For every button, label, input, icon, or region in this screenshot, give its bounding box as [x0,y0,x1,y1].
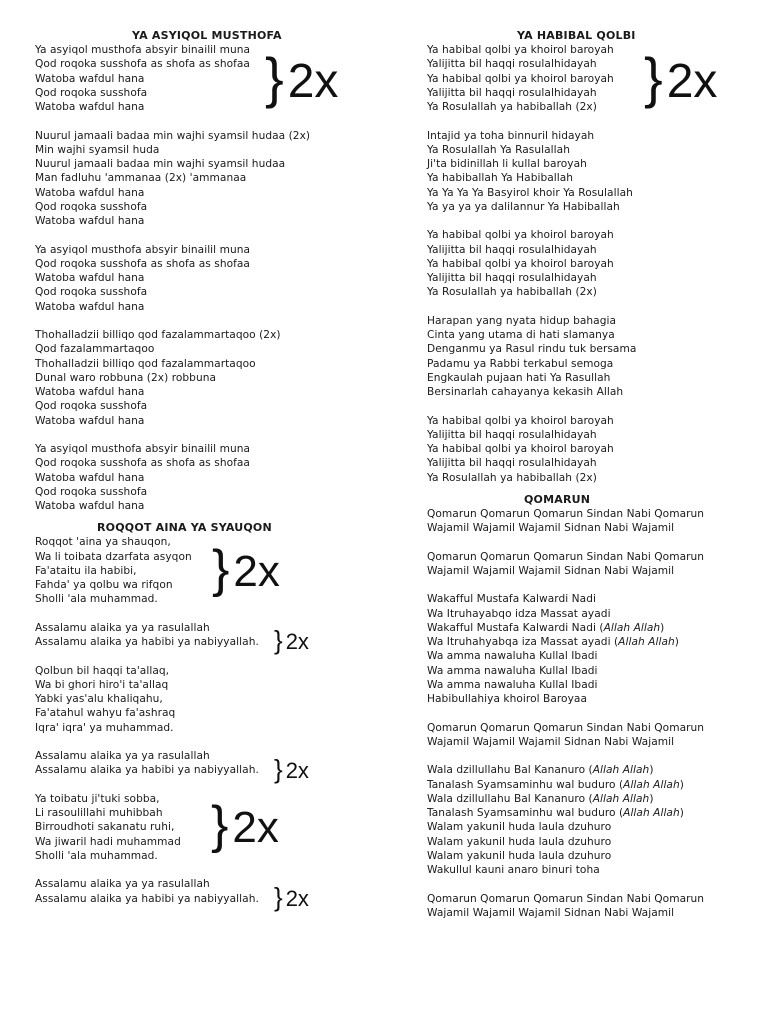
lyric-line [427,635,757,649]
lyric-line: Man fadluhu 'ammanaa (2x) 'ammanaa [35,172,247,185]
repeat-marker [265,48,338,112]
lyric-line: Wa amma nawaluha Kullal Ibadi [427,650,598,663]
lyric-line: Qod roqoka susshofa [35,485,148,498]
lyric-line: Wa Itruhayabqo idza Massat ayadi [427,607,611,620]
lyric-line [427,792,757,806]
lyric-line: Ya asyiqol musthofa absyir binailil muna [35,243,251,256]
brace-symbol: } [212,540,230,598]
lyric-italic: Allah Allah [623,807,680,819]
brace-symbol: } [274,882,283,912]
lyric-line: Assalamu alaika ya ya rasulallah [35,750,210,762]
lyric-line: Roqqot 'aina ya shauqon, [35,536,171,549]
repeat-marker [644,48,717,112]
lyric-line: Yabki yas'alu khaliqahu, [35,693,163,705]
lyric-line: Fa'ataitu ila habibi, [35,564,137,577]
lyric-line: Thohalladzii billiqo qod fazalammartaqoo [35,357,256,370]
lyric-line: Yalijitta bil haqqi rosulalhidayah [427,243,597,256]
lyric-line: Assalamu alaika ya habibi ya nabiyyallah. [35,764,259,777]
lyric-line: Li rasoulillahi muhibbah [35,807,163,819]
lyrics-roqqot-aina [35,535,365,906]
lyric-line: Watoba wafdul hana [35,471,145,484]
lyric-line: Assalamu alaika ya habibi ya nabiyyallah. [35,636,259,648]
lyric-line: Fa'atahul wahyu fa'ashraq [35,707,176,720]
lyric-line: Ya habiballah Ya Habiballah [427,172,574,185]
lyric-line: Assalamu alaika ya ya rasulallah [35,878,210,891]
lyric-line: Walam yakunil huda laula dzuhuro [427,849,612,862]
lyric-line: Yalijitta bil haqqi rosulalhidayah [427,428,597,441]
lyric-line: Watoba wafdul hana [35,186,145,199]
song-title-qomarun: QOMARUN [524,492,591,506]
lyric-line: Ya Rosulallah Ya Rasulallah [427,143,570,156]
lyric-line: Ya habibal qolbi ya khoirol baroyah [427,44,614,56]
lyric-line: Wa li toibata dzarfata asyqon [35,550,192,563]
lyric-line: Qomarun Qomarun Qomarun Sindan Nabi Qomarun [427,507,705,520]
lyric-line: Padamu ya Rabbi terkabul semoga [427,357,614,370]
left-column [35,29,365,906]
lyric-line: Ya Ya Ya Ya Basyirol khoir Ya Rosulallah [427,186,633,199]
repeat-label: 2x [285,886,309,911]
lyric-close-paren: ) [679,778,684,791]
lyric-line: Wa amma nawaluha Kullal Ibadi [427,678,598,691]
lyric-line: Qod roqoka susshofa [35,86,148,99]
lyric-text: Wala dzillullahu Bal Kananuro ( [427,764,593,777]
lyric-close-paren: ) [674,636,679,648]
repeat-marker [212,540,280,601]
brace-symbol: } [211,796,229,854]
lyric-line: Wa bi ghori hiro'i ta'allaq [35,678,169,691]
lyric-line: Assalamu alaika ya ya rasulallah [35,621,210,634]
lyric-line: Watoba wafdul hana [35,101,145,113]
lyric-text: Wa Itruhahyabqa iza Massat ayadi ( [427,636,619,648]
lyric-line: Walam yakunil huda laula dzuhuro [427,821,612,834]
lyric-line: Bersinarlah cahayanya kekasih Allah [427,386,624,398]
lyric-line: Yalijitta bil haqqi rosulalhidayah [427,457,597,470]
lyric-line: Qomarun Qomarun Qomarun Sindan Nabi Qomarun [427,550,705,563]
lyric-line [427,806,757,820]
lyric-line: Ya Rosulallah ya habiballah (2x) [427,471,597,484]
lyric-line: Ya toibatu ji'tuki sobba, [35,792,160,805]
repeat-label: 2x [232,803,279,852]
lyric-close-paren: ) [649,764,654,777]
lyric-text: Wala dzillullahu Bal Kananuro ( [427,792,593,805]
lyric-line: Watoba wafdul hana [35,386,145,398]
repeat-marker [211,796,279,857]
lyric-line: Qod fazalammartaqoo [35,343,155,356]
lyric-line: Nuurul jamaali badaa min wajhi syamsil hudaa (2x) [35,129,311,142]
lyric-line: Qod roqoka susshofa [35,286,148,299]
brace-symbol: } [274,754,283,784]
lyric-line: Ya asyiqol musthofa absyir binailil muna [35,443,251,455]
lyric-line: Ya habibal qolbi ya khoirol baroyah [427,443,614,455]
lyric-line: Ya asyiqol musthofa absyir binailil muna [35,44,251,56]
lyric-line: Sholli 'ala muhammad. [35,593,158,606]
lyric-line: Assalamu alaika ya habibi ya nabiyyallah. [35,892,259,905]
lyric-line: Qod roqoka susshofa as shofa as shofaa [35,257,250,270]
brace-symbol: } [265,46,284,109]
lyrics-ya-asyiqol-musthofa [35,43,365,513]
lyric-line: Dunal waro robbuna (2x) robbuna [35,371,217,384]
lyric-line: Ya habibal qolbi ya khoirol baroyah [427,229,614,242]
lyric-italic: Allah Allah [623,778,680,791]
lyrics-qomarun [427,507,757,920]
lyric-line: Wakafful Mustafa Kalwardi Nadi [427,593,596,606]
lyric-line: Qod roqoka susshofa [35,200,148,213]
lyric-line: Birroudhoti sakanatu ruhi, [35,821,175,834]
lyric-line: Wajamil Wajamil Wajamil Sidnan Nabi Wajamil [427,906,675,919]
lyric-line [427,763,757,777]
song-title-ya-asyiqol-musthofa: YA ASYIQOL MUSTHOFA [132,29,282,42]
lyric-line: Qolbun bil haqqi ta'allaq, [35,664,170,677]
lyric-line: Yalijitta bil haqqi rosulalhidayah [427,272,597,284]
lyric-line: Wakullul kauni anaro binuri toha [427,864,600,876]
lyric-line: Qod roqoka susshofa as shofa as shofaa [35,58,250,71]
repeat-marker [274,754,309,786]
lyric-line: Thohalladzii billiqo qod fazalammartaqoo (2x) [35,329,281,341]
repeat-marker [274,882,309,914]
lyric-line: Watoba wafdul hana [35,414,145,427]
repeat-label: 2x [666,55,718,108]
lyric-line: Yalijitta bil haqqi rosulalhidayah [427,86,597,99]
lyric-italic: Allah Allah [592,764,650,777]
brace-symbol: } [644,46,663,109]
song-title-ya-habibal-qolbi: YA HABIBAL QOLBI [517,29,636,42]
lyric-line [427,621,757,635]
lyric-line: Qod roqoka susshofa as shofa as shofaa [35,457,250,470]
lyric-close-paren: ) [679,807,684,819]
lyric-close-paren: ) [649,792,654,805]
lyric-line: Ya Rosulallah ya habiballah (2x) [427,286,597,299]
lyric-line: Watoba wafdul hana [35,500,145,512]
lyric-line [427,778,757,792]
lyric-line: Wa jiwaril hadi muhammad [35,835,181,848]
lyric-line: Ya habibal qolbi ya khoirol baroyah [427,414,614,427]
lyric-line: Yalijitta bil haqqi rosulalhidayah [427,58,597,71]
lyric-italic: Allah Allah [592,792,650,805]
lyric-line: Engkaulah pujaan hati Ya Rasullah [427,371,611,384]
lyric-line: Fahda' ya qolbu wa rifqon [35,579,173,591]
lyric-line: Watoba wafdul hana [35,272,145,284]
lyric-line: Watoba wafdul hana [35,72,145,85]
lyric-italic: Allah Allah [603,621,661,634]
lyric-line: Qomarun Qomarun Qomarun Sindan Nabi Qomarun [427,892,705,905]
lyric-line: Ji'ta bidinillah li kullal baroyah [427,158,587,170]
lyric-line: Watoba wafdul hana [35,215,145,227]
lyric-line: Wajamil Wajamil Wajamil Sidnan Nabi Wajamil [427,735,675,748]
lyric-line: Qod roqoka susshofa [35,400,148,413]
repeat-label: 2x [285,629,309,654]
lyric-line: Ya habibal qolbi ya khoirol baroyah [427,257,614,270]
song-title-roqqot-aina: ROQQOT AINA YA SYAUQON [97,521,272,535]
repeat-label: 2x [287,55,339,108]
lyric-line: Habibullahiya khoirol Baroyaa [427,693,587,705]
lyric-line: Cinta yang utama di hati slamanya [427,329,615,341]
lyric-italic: Allah Allah [618,636,675,648]
lyric-line: Watoba wafdul hana [35,300,145,313]
lyric-text: Tanalash Syamsaminhu wal buduro ( [427,778,624,791]
lyric-line: Walam yakunil huda laula dzuhuro [427,835,612,848]
lyric-text: Wakafful Mustafa Kalwardi Nadi ( [427,621,604,634]
lyric-line: Sholli 'ala muhammad. [35,849,158,862]
lyric-line: Iqra' iqra' ya muhammad. [35,721,174,734]
lyric-line: Nuurul jamaali badaa min wajhi syamsil hudaa [35,158,286,170]
lyric-text: Tanalash Syamsaminhu wal buduro ( [427,807,624,819]
lyric-line: Ya Rosulallah ya habiballah (2x) [427,101,597,113]
lyric-line: Min wajhi syamsil huda [35,143,160,156]
lyric-line: Harapan yang nyata hidup bahagia [427,314,617,327]
right-column [427,29,757,920]
repeat-label: 2x [285,758,309,783]
repeat-label: 2x [233,547,280,596]
lyric-close-paren: ) [660,621,665,634]
lyric-line: Intajid ya toha binnuril hidayah [427,129,595,142]
lyric-line: Wajamil Wajamil Wajamil Sidnan Nabi Wajamil [427,522,675,534]
lyric-line: Wajamil Wajamil Wajamil Sidnan Nabi Wajamil [427,564,675,577]
lyric-line: Ya habibal qolbi ya khoirol baroyah [427,72,614,85]
lyric-line: Denganmu ya Rasul rindu tuk bersama [427,343,637,356]
repeat-marker [274,625,309,657]
brace-symbol: } [274,625,283,655]
lyric-line: Wa amma nawaluha Kullal Ibadi [427,664,598,677]
lyric-line: Qomarun Qomarun Qomarun Sindan Nabi Qomarun [427,721,705,734]
lyric-line: Ya ya ya ya dalilannur Ya Habiballah [427,200,620,213]
